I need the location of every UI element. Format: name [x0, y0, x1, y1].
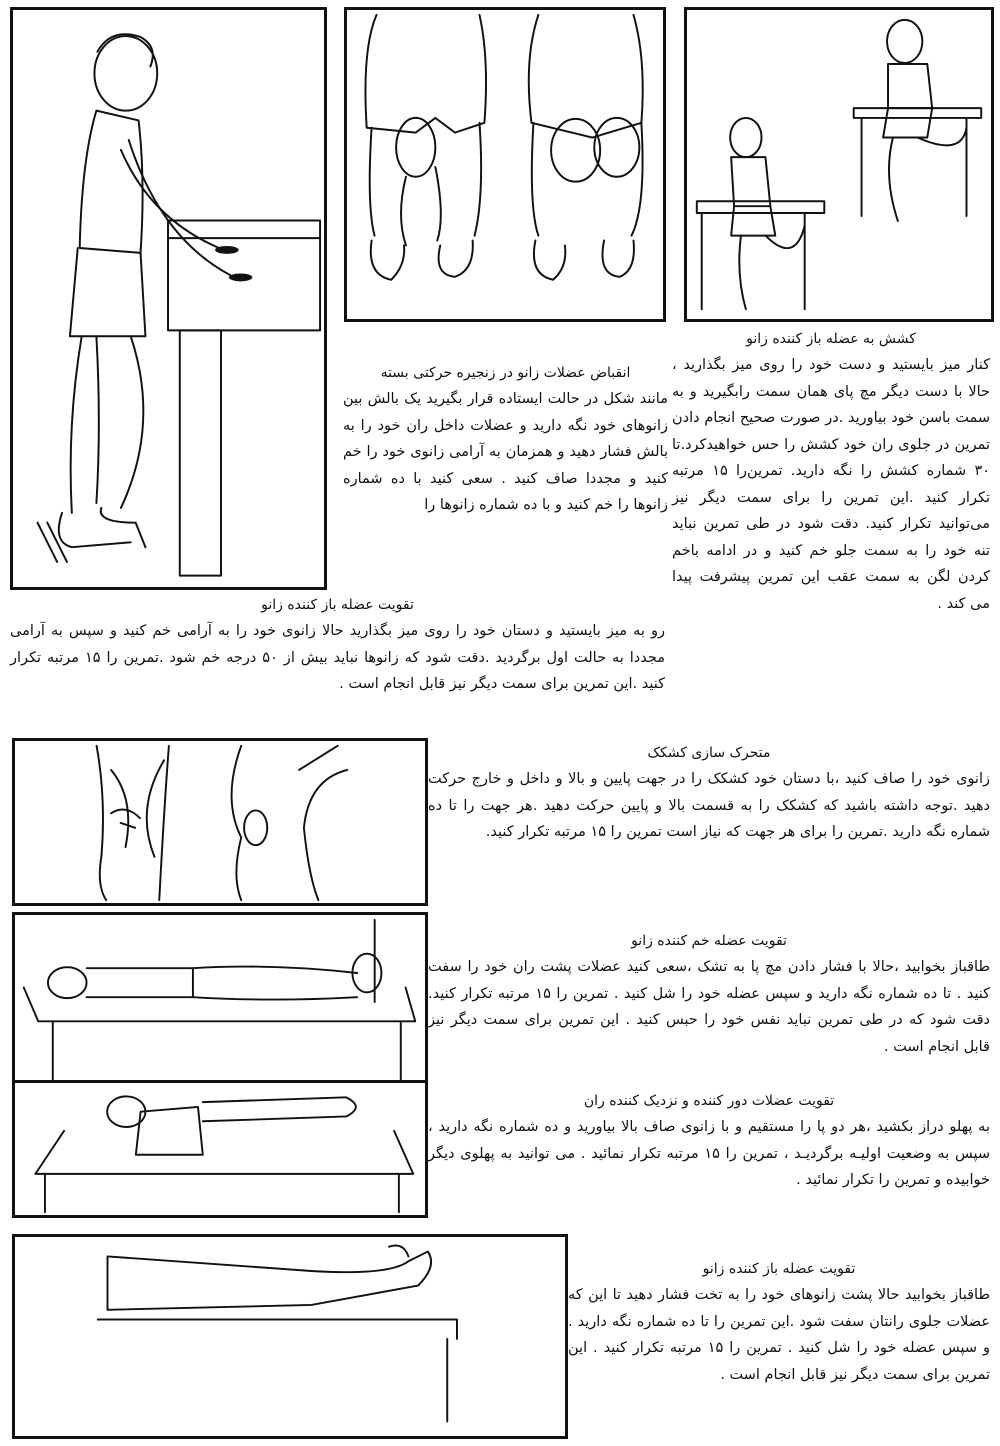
section-title: کشش به عضله باز کننده زانو [746, 331, 916, 347]
section-closed-chain [343, 362, 668, 519]
section-body: به پهلو دراز بکشید ،هر دو پا را مستقیم و با زانوی صاف بالا بیاورید و ده شماره نگه دارید ، سپس به وضعیت اولیـه برگردیـد ، تمرین را ۱۵ مرتبه تکرار نمائید . می توانید به پهلوی دیگر خوابیده و تمرین را تکرار نمائید . [428, 1119, 990, 1188]
section-title: تقویت عضلات دور کننده و نزدیک کننده ران [583, 1093, 835, 1109]
section-body: طاقباز بخوابید ،حالا با فشار دادن مچ پا به تشک ،سعی کنید عضلات پشت ران خود را سفت کنید . تا ده شماره نگه دارید و سپس عضله خود را شل کنید . تمرین را ۱۵ مرتبه تکرار کنید. دقت شود که در طی تمرین نباید نفس خود را حبس کنید . این تمرین برای سمت دیگر نیز قابل انجام است . [428, 959, 990, 1055]
section-title: تقویت عضله باز کننده زانو [702, 1261, 856, 1277]
figure-patella [12, 738, 428, 906]
section-patella [428, 742, 990, 846]
section-supine-extensor [568, 1258, 990, 1388]
section-body: کنار میز بایستید و دست خود را روی میز بگذارید ، حالا با دست دیگر مچ پای همان سمت رابگیرید و به سمت باسن خود بیاورید .در صورت صحیح انجام دادن تمرین در جلوی ران خود کشش را حس خواهیدکرد.تا ۳۰ شماره کشش را نگه دارید. تمرین‌را ۱۵ مرتبه تکرار کنید .این تمرین را برای سمت دیگر نیز می‌توانید تکرار کنید. دقت شود در طی تمرین نباید تنه خود را به سمت جلو خم کنید و در ادامه باخم کردن لگن به سمت عقب این تمرین پیشرفت پیدا می کند . [672, 357, 991, 612]
section-flexor [428, 930, 990, 1060]
figure-stretch-table [684, 7, 994, 322]
figure-knees-pillow [344, 7, 666, 322]
figure-hip-side [12, 1080, 428, 1218]
section-hip [428, 1090, 990, 1194]
section-title: تقویت عضله خم کننده زانو [631, 933, 787, 949]
section-body: رو به میز بایستید و دستان خود را روی میز بگذارید حالا زانوی خود را به آرامی خم کنید و سپس به آرامی مجددا به حالت اول برگردید .دقت شود که زانوها نباید بیش از ۵۰ درجه خم شود .تمرین را ۱۵ مرتبه تکرار کنید .این تمرین برای سمت دیگر نیز قابل انجام است . [10, 623, 665, 692]
figure-extensor-supine [12, 1234, 568, 1439]
section-title: متحرک سازی کشکک [647, 745, 771, 761]
section-body: طاقباز بخوابید حالا پشت زانوهای خود را به تخت فشار دهید تا این که عضلات جلوی رانتان سفت شود .این تمرین را تا ده شماره نگه دارید . و سپس عضله خود را شل کنید . تمرین را ۱۵ مرتبه تکرار کنید . این تمرین برای سمت دیگر نیز قابل انجام است . [568, 1287, 990, 1383]
section-body: مانند شکل در حالت ایستاده قرار بگیرید یک بالش بین زانوهای خود نگه دارید و عضلات داخل ران خود را به بالش فشار دهید و همزمان به آرامی زانوی خود را خم کنید و مجددا صاف کنید . سعی کنید با ده شماره زانوها را خم کنید و با ده شماره زانوها را [343, 391, 668, 513]
figure-flexor-supine [12, 912, 428, 1092]
figure-standing-table [10, 7, 327, 590]
section-extensor-table [10, 594, 665, 698]
section-title: انقباض عضلات زانو در زنجیره حرکتی بسته [380, 365, 631, 381]
section-title: تقویت عضله باز کننده زانو [261, 597, 414, 613]
section-body: زانوی خود را صاف کنید ،با دستان خود کشکک را در جهت پایین و بالا و داخل و خارج حرکت دهید .توجه داشته باشید که کشکک را به قسمت بالا و پایین حرکت دهید .هر جهت را تا ده شماره نگه دارید .تمرین را برای هر جهت که نیاز است تمرین را ۱۵ مرتبه تکرار کنید. [428, 771, 990, 840]
section-stretch-table [672, 328, 990, 617]
